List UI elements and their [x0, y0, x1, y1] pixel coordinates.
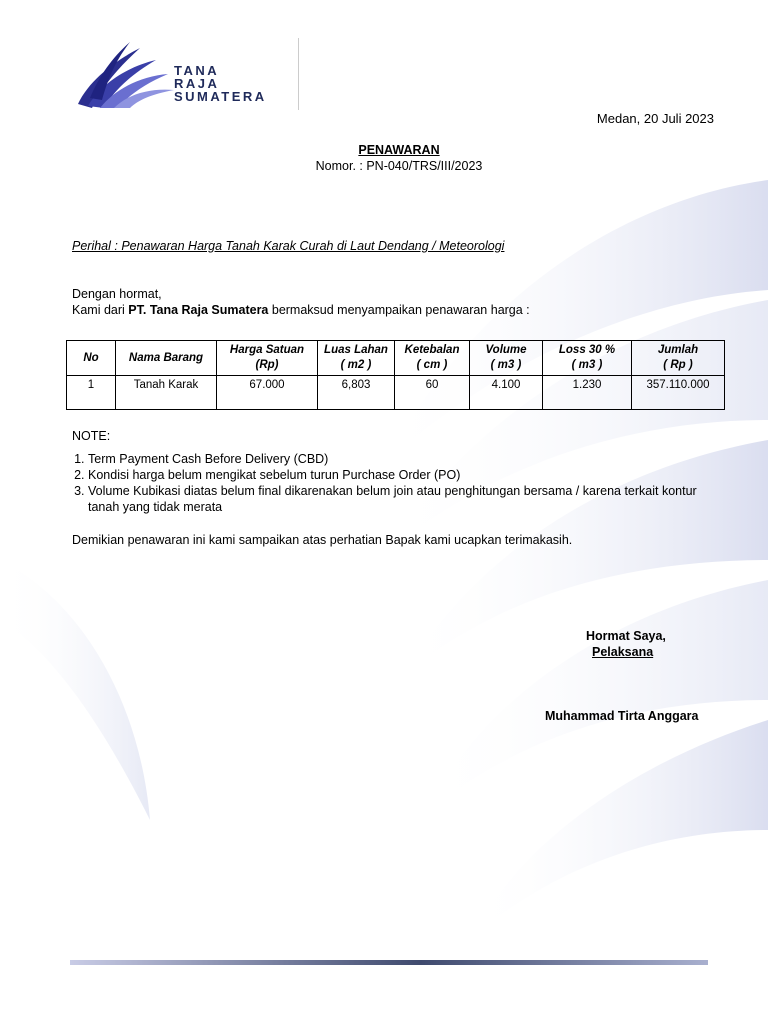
cell-jumlah: 357.110.000	[632, 376, 725, 410]
cell-harga-satuan: 67.000	[217, 376, 318, 410]
notes-heading: NOTE:	[72, 429, 111, 443]
signer-name: Muhammad Tirta Anggara	[545, 709, 699, 723]
letter-number: Nomor. : PN-040/TRS/III/2023	[315, 159, 483, 173]
cell-volume: 4.100	[470, 376, 543, 410]
signature-salutation: Hormat Saya,	[586, 629, 666, 643]
intro-suffix: bermaksud menyampaikan penawaran harga :	[268, 303, 530, 317]
header-volume: Volume ( m3 )	[470, 341, 543, 376]
note-item: 3. Volume Kubikasi diatas belum final dikarenakan belum join atau penghitungan bersama / karena terkait kontur tanah yang tidak merata	[88, 483, 718, 515]
logo-line-1: TANA	[174, 63, 220, 78]
signature-role: Pelaksana	[592, 645, 654, 659]
greeting: Dengan hormat,	[72, 287, 162, 301]
header-loss: Loss 30 % ( m3 )	[543, 341, 632, 376]
notes-list	[72, 451, 718, 515]
price-table	[66, 340, 725, 410]
company-logo-text	[174, 64, 267, 103]
note-item: 1. Term Payment Cash Before Delivery (CBD)	[88, 451, 718, 467]
footer-bar	[70, 960, 708, 965]
note-item: 2. Kondisi harga belum mengikat sebelum turun Purchase Order (PO)	[88, 467, 718, 483]
cell-luas-lahan: 6,803	[318, 376, 395, 410]
closing-paragraph: Demikian penawaran ini kami sampaikan atas perhatian Bapak kami ucapkan terimakasih.	[72, 533, 573, 547]
header-nama-barang: Nama Barang	[116, 341, 217, 376]
logo-line-3: SUMATERA	[174, 89, 267, 104]
intro-company-name: PT. Tana Raja Sumatera	[128, 303, 269, 317]
intro-prefix: Kami dari	[72, 303, 129, 317]
letter-title: PENAWARAN	[358, 143, 440, 157]
table-row	[67, 376, 725, 410]
table-header-row	[67, 341, 725, 376]
letter-subject: Perihal : Penawaran Harga Tanah Karak Curah di Laut Dendang / Meteorologi	[72, 239, 505, 253]
header-luas-lahan: Luas Lahan ( m2 )	[318, 341, 395, 376]
cell-nama-barang: Tanah Karak	[116, 376, 217, 410]
header-harga-satuan: Harga Satuan (Rp)	[217, 341, 318, 376]
cell-no: 1	[67, 376, 116, 410]
cell-loss: 1.230	[543, 376, 632, 410]
intro-paragraph	[72, 303, 530, 317]
cell-ketebalan: 60	[395, 376, 470, 410]
header-divider	[298, 38, 299, 110]
header-jumlah: Jumlah ( Rp )	[632, 341, 725, 376]
header-no: No	[67, 341, 116, 376]
letter-date: Medan, 20 Juli 2023	[596, 111, 714, 126]
logo-line-2: RAJA	[174, 76, 220, 91]
header-ketebalan: Ketebalan ( cm )	[395, 341, 470, 376]
company-logo-icon	[70, 38, 180, 110]
